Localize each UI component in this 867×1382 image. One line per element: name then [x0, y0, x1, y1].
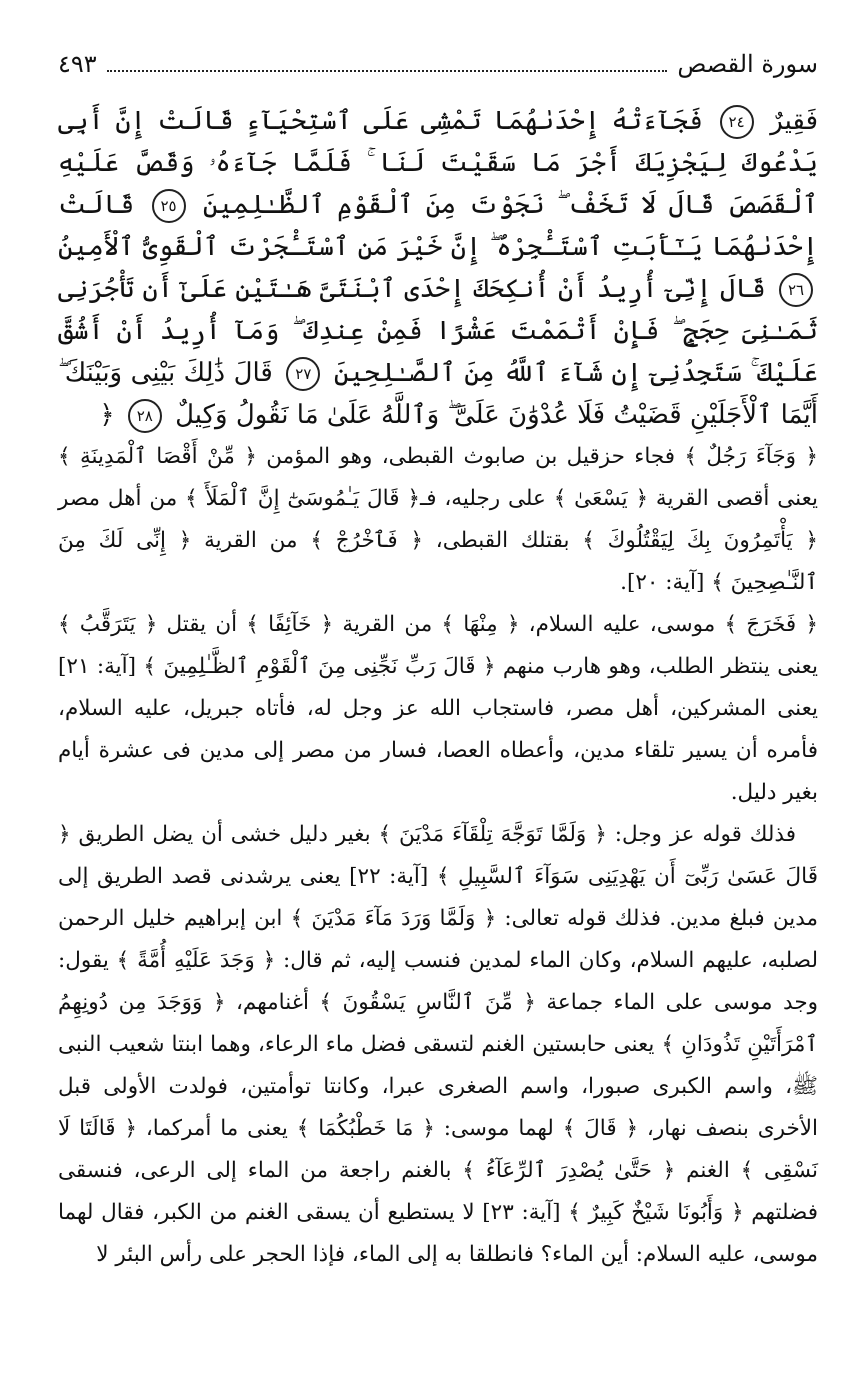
quran-verses — [58, 100, 818, 436]
verse-text: فَقِيرٌ — [770, 106, 819, 136]
tafsir-paragraph-2: ﴿ فَخَرَجَ ﴾ موسى، عليه السلام، ﴿ مِنْهَا ﴾ من القرية ﴿ خَآئِفًا ﴾ أن يقتل ﴿ يَتَرَقَّبُ ﴾ يعنى ينتظر الطلب، وهو هارب منهم ﴿ قَالَ رَبِّ نَجِّنِى مِنَ ٱلْقَوْمِ ٱلظَّـٰلِمِينَ ﴾ [آية: ٢١] يعنى المشركين، أهل مصر، فاستجاب الله عز وجل له، فأتاه جبريل، عليه السلام، فأمره أن يسير تلقاء مدين، وأعطاه العصا، فسار من مصر إلى مدين فى عشرة أيام بغير دليل. — [58, 612, 818, 805]
tafsir-commentary — [58, 436, 818, 1276]
tafsir-paragraph-1: ﴿ وَجَآءَ رَجُلٌ ﴾ فجاء حزقيل بن صابوث القبطى، وهو المؤمن ﴿ مِّنْ أَقْصَا ٱلْمَدِينَةِ ﴾ يعنى أقصى القرية ﴿ يَسْعَىٰ ﴾ على رجليه، فـ﴿ قَالَ يَـٰمُوسَىٰٓ إِنَّ ٱلْمَلَأَ ﴾ من أهل مصر ﴿ يَأْتَمِرُونَ بِكَ لِيَقْتُلُوكَ ﴾ بقتلك القبطى، ﴿ فَٱخْرُجْ ﴾ من القرية ﴿ إِنِّى لَكَ مِنَ ٱلنَّـٰصِحِينَ ﴾ [آية: ٢٠]. — [58, 444, 818, 595]
book-page — [58, 44, 818, 1364]
verse-text: قَالَتْ إِحْدَىٰهُمَا يَـٰٓأَبَتِ ٱسْتَـْٔجِرْهُ ۖ إِنَّ خَيْرَ مَنِ ٱسْتَـْٔجَرْتَ ٱلْقَوِىُّ ٱلْأَمِينُ — [58, 190, 818, 262]
verse-text: قَالَ إِنِّىٓ أُرِيدُ أَنْ أُنكِحَكَ إِحْدَى ٱبْنَتَىَّ هَـٰتَيْنِ عَلَىٰٓ أَن تَأْجُرَنِى ثَمَـٰنِىَ حِجَجٍ ۖ فَإِنْ أَتْمَمْتَ عَشْرًا فَمِنْ عِندِكَ ۖ وَمَآ أُرِيدُ أَنْ أَشُقَّ عَلَيْكَ ۚ سَتَجِدُنِىٓ إِن شَآءَ ٱللَّهُ مِنَ ٱلصَّـٰلِحِينَ — [58, 274, 819, 388]
surah-title: سورة القصص — [677, 50, 818, 78]
ayah-number-marker: ٢٤ — [720, 105, 754, 139]
page-header — [58, 44, 818, 84]
ayah-number-marker: ٢٧ — [286, 357, 320, 391]
ayah-number-marker: ٢٨ — [128, 399, 162, 433]
page-number: ٤٩٣ — [58, 50, 97, 78]
header-dot-leader — [107, 70, 668, 72]
ayah-number-marker: ٢٥ — [152, 189, 186, 223]
verse-text: فَجَآءَتْهُ إِحْدَىٰهُمَا تَمْشِى عَلَى ٱسْتِحْيَآءٍ قَالَتْ إِنَّ أَبِى يَدْعُوكَ لِيَجْزِيَكَ أَجْرَ مَا سَقَيْتَ لَنَا ۚ فَلَمَّا جَآءَهُۥ وَقَصَّ عَلَيْهِ ٱلْقَصَصَ قَالَ لَا تَخَفْ ۖ نَجَوْتَ مِنَ ٱلْقَوْمِ ٱلظَّـٰلِمِينَ — [58, 106, 819, 220]
end-bracket: ﴿ — [99, 400, 115, 430]
verse-text: قَالَ ذَٰلِكَ بَيْنِى وَبَيْنَكَ ۖ أَيَّمَا ٱلْأَجَلَيْنِ قَضَيْتُ فَلَا عُدْوَٰنَ عَلَىَّ ۖ وَٱللَّهُ عَلَىٰ مَا نَقُولُ وَكِيلٌ — [58, 358, 818, 430]
ayah-number-marker: ٢٦ — [779, 273, 813, 307]
tafsir-paragraph-3: فذلك قوله عز وجل: ﴿ وَلَمَّا تَوَجَّهَ تِلْقَآءَ مَدْيَنَ ﴾ بغير دليل خشى أن يضل الطريق ﴿ قَالَ عَسَىٰ رَبِّىٓ أَن يَهْدِيَنِى سَوَآءَ ٱلسَّبِيلِ ﴾ [آية: ٢٢] يعنى يرشدنى قصد الطريق إلى مدين فبلغ مدين. فذلك قوله تعالى: ﴿ وَلَمَّا وَرَدَ مَآءَ مَدْيَنَ ﴾ ابن إبراهيم خليل الرحمن لصلبه، عليهم السلام، وكان الماء لمدين فنسب إليه، ثم قال: ﴿ وَجَدَ عَلَيْهِ أُمَّةً ﴾ يقول: وجد موسى على الماء جماعة ﴿ مِّنَ ٱلنَّاسِ يَسْقُونَ ﴾ أغنامهم، ﴿ وَوَجَدَ مِن دُونِهِمُ ٱمْرَأَتَيْنِ تَذُودَانِ ﴾ يعنى حابستين الغنم لتسقى فضل ماء الرعاء، وهما ابنتا شعيب النبى ﷺ، واسم الكبرى صبورا، واسم الصغرى عبرا، وكانتا توأمتين، فولدت الأولى قبل الأخرى بنصف نهار، ﴿ قَالَ ﴾ لهما موسى: ﴿ مَا خَطْبُكُمَا ﴾ يعنى ما أمركما، ﴿ قَالَتَا لَا نَسْقِى ﴾ الغنم ﴿ حَتَّىٰ يُصْدِرَ ٱلرِّعَآءُ ﴾ بالغنم راجعة من الماء إلى الرعى، فنسقى فضلتهم ﴿ وَأَبُونَا شَيْخٌ كَبِيرٌ ﴾ [آية: ٢٣] لا يستطيع أن يسقى الغنم من الكبر، فقال لهما موسى، عليه السلام: أين الماء؟ فانطلقا به إلى الماء، فإذا الحجر على رأس البئر لا — [58, 822, 819, 1267]
